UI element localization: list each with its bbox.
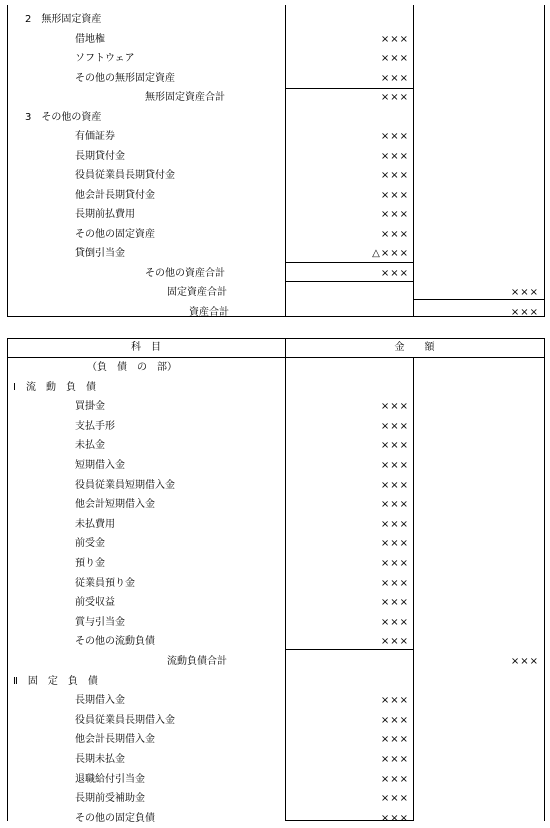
- amount-detail: ×××: [380, 401, 409, 413]
- table-row: [7, 809, 545, 828]
- row-label: 賞与引当金: [75, 616, 125, 628]
- amount-detail: ×××: [380, 616, 409, 628]
- amount-detail: ×××: [380, 189, 409, 201]
- amount-detail: ×××: [380, 538, 409, 550]
- row-label: 貸倒引当金: [75, 248, 125, 259]
- amount-total: ×××: [510, 656, 539, 667]
- table-row: [7, 515, 545, 535]
- table-row: [7, 730, 545, 750]
- amount-detail: ×××: [380, 597, 409, 609]
- row-label: 3 その他の資産: [25, 111, 102, 123]
- amount-detail: ×××: [380, 33, 409, 45]
- row-label: 未払費用: [75, 518, 115, 530]
- amount-detail: ×××: [380, 754, 409, 765]
- table-row: [7, 166, 545, 186]
- table-row: [7, 397, 545, 417]
- row-label: 借地権: [75, 33, 105, 45]
- amount-detail: ×××: [380, 92, 409, 103]
- table-row: [7, 436, 545, 456]
- row-label: 未払金: [75, 440, 105, 452]
- table-row: [7, 225, 545, 245]
- amount-detail: ×××: [380, 267, 409, 279]
- table-row: [7, 574, 545, 594]
- table-row: [7, 456, 545, 476]
- row-label: その他の無形固定資産: [75, 72, 175, 84]
- amount-detail: ×××: [380, 773, 409, 785]
- row-label: 2 無形固定資産: [25, 14, 102, 25]
- header-subject: 科 目: [131, 342, 161, 353]
- row-label: 他会計短期借入金: [75, 499, 155, 511]
- amount-detail: ×××: [380, 150, 409, 162]
- amount-total: ×××: [510, 287, 539, 298]
- amount-detail: ×××: [380, 558, 409, 569]
- amount-detail: ×××: [380, 131, 409, 142]
- row-label: 退職給付引当金: [75, 773, 145, 785]
- amount-detail: ×××: [380, 636, 409, 648]
- table-row: [7, 672, 545, 692]
- amount-detail: ×××: [380, 170, 409, 181]
- amount-detail: ×××: [380, 499, 409, 511]
- row-label: 短期借入金: [75, 460, 125, 471]
- table-row: [7, 750, 545, 770]
- table-row: [7, 303, 545, 323]
- table-row: [7, 30, 545, 50]
- row-label: 他会計長期貸付金: [75, 189, 155, 201]
- amount-detail: △×××: [372, 248, 409, 259]
- table-row: [7, 691, 545, 711]
- row-label: その他の固定負債: [75, 812, 155, 824]
- amount-detail: ×××: [380, 479, 409, 491]
- row-label: 長期借入金: [75, 695, 125, 707]
- row-label: 支払手形: [75, 420, 115, 432]
- row-label: 役員従業員短期借入金: [75, 479, 175, 491]
- row-label: 役員従業員長期借入金: [75, 714, 175, 726]
- row-label: 長期前受補助金: [75, 793, 145, 805]
- table-row: [7, 88, 545, 108]
- table-row: [7, 613, 545, 633]
- amount-detail: ×××: [380, 420, 409, 432]
- table-row: [7, 554, 545, 574]
- row-label: 無形固定資産合計: [145, 92, 225, 103]
- row-label: 前受収益: [75, 597, 115, 609]
- table-row: [7, 69, 545, 89]
- row-label: その他の固定資産: [75, 228, 155, 240]
- table-row: [7, 789, 545, 809]
- row-label: その他の流動負債: [75, 636, 155, 648]
- assets-table: [7, 5, 545, 317]
- liabilities-table: [7, 338, 545, 824]
- amount-detail: ×××: [380, 228, 409, 240]
- row-label: 役員従業員長期貸付金: [75, 170, 175, 181]
- table-row: [7, 127, 545, 147]
- row-label: ソフトウェア: [75, 53, 135, 64]
- amount-total: ×××: [510, 306, 539, 318]
- row-label: 有価証券: [75, 131, 115, 142]
- row-label: その他の資産合計: [145, 267, 225, 279]
- amount-detail: ×××: [380, 209, 409, 220]
- amount-detail: ×××: [380, 714, 409, 726]
- row-label: 流動負債合計: [167, 656, 227, 667]
- table-row: [7, 711, 545, 731]
- amount-detail: ×××: [380, 695, 409, 707]
- header-amount: 金 額: [394, 342, 435, 353]
- row-label: 固定資産合計: [167, 287, 227, 298]
- row-label: 長期未払金: [75, 754, 125, 765]
- table-row: [7, 417, 545, 437]
- row-label: （負 債 の 部）: [87, 362, 177, 373]
- table-row: [7, 108, 545, 128]
- table-row: [7, 358, 545, 378]
- row-label: 預り金: [75, 558, 105, 569]
- table-border-top: [7, 338, 545, 339]
- amount-detail: ×××: [380, 734, 409, 746]
- row-label: 資産合計: [189, 306, 229, 318]
- amount-detail: ×××: [380, 72, 409, 84]
- amount-detail: ×××: [380, 812, 409, 824]
- row-label: 長期前払費用: [75, 209, 135, 220]
- row-label: Ⅱ 固 定 負 債: [13, 675, 98, 687]
- table-row: [7, 186, 545, 206]
- table-row: [7, 476, 545, 496]
- row-label: 買掛金: [75, 401, 105, 413]
- table-row: [7, 147, 545, 167]
- table-row: [7, 534, 545, 554]
- row-label: 長期貸付金: [75, 150, 125, 162]
- amount-detail: ×××: [380, 577, 409, 589]
- row-label: 前受金: [75, 538, 105, 550]
- table-row: [7, 49, 545, 69]
- table-row: [7, 770, 545, 790]
- table-row: [7, 264, 545, 284]
- table-row: [7, 495, 545, 515]
- row-label: Ⅰ 流 動 負 債: [13, 381, 96, 393]
- amount-detail: ×××: [380, 793, 409, 805]
- table-row: [7, 378, 545, 398]
- table-row: [7, 244, 545, 264]
- table-row: [7, 283, 545, 303]
- table-row: [7, 652, 545, 672]
- row-label: 従業員預り金: [75, 577, 135, 589]
- table-row: [7, 10, 545, 30]
- table-row: [7, 593, 545, 613]
- amount-detail: ×××: [380, 53, 409, 64]
- amount-detail: ×××: [380, 518, 409, 530]
- table-row: [7, 632, 545, 652]
- amount-detail: ×××: [380, 440, 409, 452]
- table-row: [7, 205, 545, 225]
- row-label: 他会計長期借入金: [75, 734, 155, 746]
- amount-detail: ×××: [380, 460, 409, 471]
